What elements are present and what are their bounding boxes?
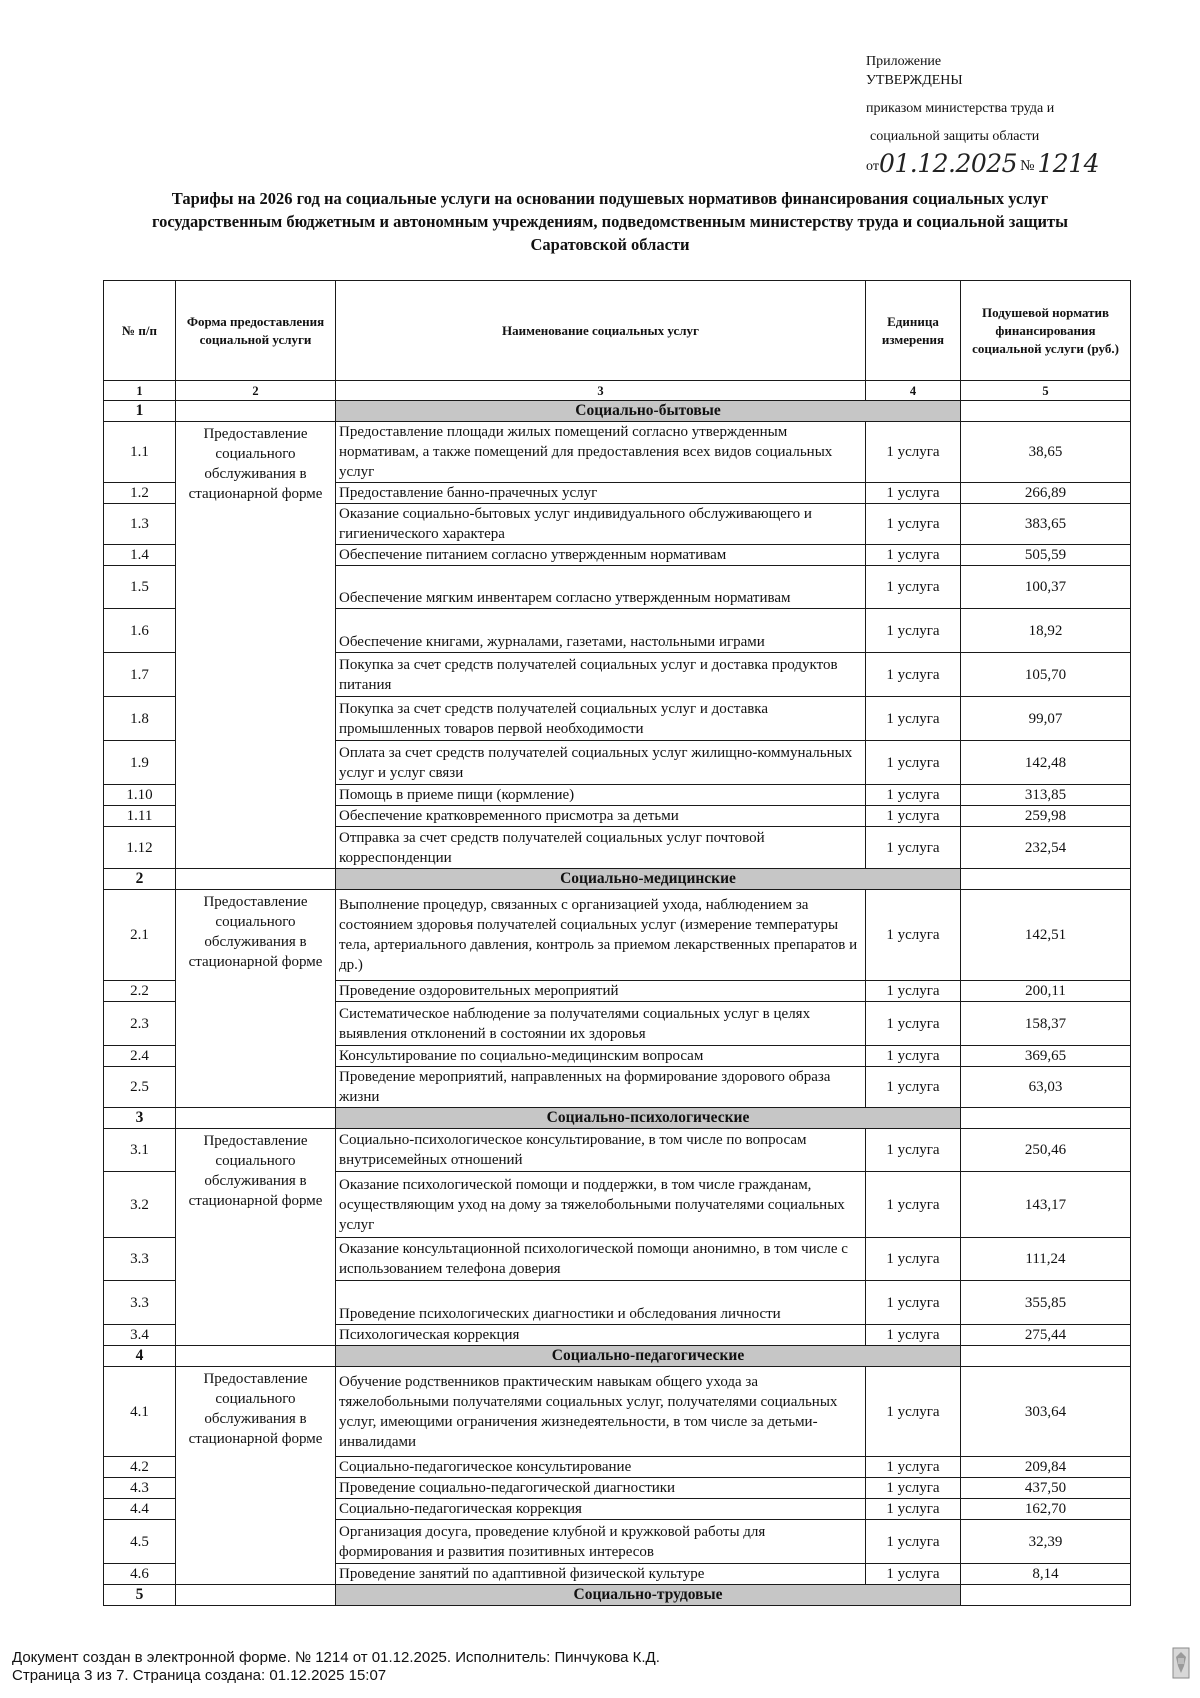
row-number: 1.9 xyxy=(104,741,176,785)
unit: 1 услуга xyxy=(866,785,961,806)
section-spacer xyxy=(176,869,336,890)
section-title: Социально-трудовые xyxy=(336,1585,961,1606)
section-title: Социально-бытовые xyxy=(336,401,961,422)
normative-value: 32,39 xyxy=(961,1520,1131,1564)
unit: 1 услуга xyxy=(866,1478,961,1499)
header-number: № п/п xyxy=(104,281,176,381)
service-name: Обучение родственников практическим навыкам общего ухода за тяжелобольными получателями социальных услуг, получателями социальных услуг, имеющими ограничения жизнедеятельности, в том числе за детьми-инвалидами xyxy=(336,1367,866,1457)
normative-value: 8,14 xyxy=(961,1564,1131,1585)
section-spacer xyxy=(176,1585,336,1606)
from-prefix: от xyxy=(866,159,879,174)
unit: 1 услуга xyxy=(866,1067,961,1108)
service-name: Обеспечение мягким инвентарем согласно утвержденным нормативам xyxy=(336,566,866,609)
section-spacer xyxy=(176,1346,336,1367)
section-spacer xyxy=(961,401,1131,422)
normative-value: 99,07 xyxy=(961,697,1131,741)
normative-value: 275,44 xyxy=(961,1325,1131,1346)
unit: 1 услуга xyxy=(866,1002,961,1046)
unit: 1 услуга xyxy=(866,545,961,566)
normative-value: 142,48 xyxy=(961,741,1131,785)
unit: 1 услуга xyxy=(866,609,961,653)
service-name: Обеспечение книгами, журналами, газетами, настольными играми xyxy=(336,609,866,653)
unit: 1 услуга xyxy=(866,1281,961,1325)
table-body xyxy=(104,401,1131,1606)
row-number: 1.3 xyxy=(104,504,176,545)
row-number: 1.7 xyxy=(104,653,176,697)
service-name: Социально-педагогическая коррекция xyxy=(336,1499,866,1520)
row-number: 2.4 xyxy=(104,1046,176,1067)
table-row xyxy=(104,1129,1131,1172)
row-number: 4.3 xyxy=(104,1478,176,1499)
normative-value: 142,51 xyxy=(961,890,1131,981)
normative-value: 18,92 xyxy=(961,609,1131,653)
row-number: 4.4 xyxy=(104,1499,176,1520)
service-name: Выполнение процедур, связанных с организацией ухода, наблюдением за состоянием здоровья получателей социальных услуг (измерение температуры тела, артериального давления, контроль за приемом лекарственных препаратов и др.) xyxy=(336,890,866,981)
normative-value: 105,70 xyxy=(961,653,1131,697)
normative-value: 162,70 xyxy=(961,1499,1131,1520)
coat-of-arms-icon xyxy=(1172,1647,1190,1679)
service-name: Проведение мероприятий, направленных на формирование здорового образа жизни xyxy=(336,1067,866,1108)
normative-value: 38,65 xyxy=(961,422,1131,483)
approved-label: УТВЕРЖДЕНЫ xyxy=(866,73,963,88)
section-spacer xyxy=(961,1346,1131,1367)
row-number: 3.1 xyxy=(104,1129,176,1172)
service-name: Психологическая коррекция xyxy=(336,1325,866,1346)
section-spacer xyxy=(961,869,1131,890)
unit: 1 услуга xyxy=(866,1325,961,1346)
service-name: Проведение занятий по адаптивной физической культуре xyxy=(336,1564,866,1585)
table-row xyxy=(104,1367,1131,1457)
unit: 1 услуга xyxy=(866,1457,961,1478)
service-name: Покупка за счет средств получателей социальных услуг и доставка промышленных товаров первой необходимости xyxy=(336,697,866,741)
normative-value: 505,59 xyxy=(961,545,1131,566)
row-number: 2.2 xyxy=(104,981,176,1002)
table-row xyxy=(104,890,1131,981)
handwritten-date: 01.12.2025 xyxy=(878,149,1018,178)
unit: 1 услуга xyxy=(866,1046,961,1067)
service-form: Предоставление социального обслуживания в стационарной форме xyxy=(176,890,336,1108)
section-number: 2 xyxy=(104,869,176,890)
header-form: Форма предоставления социальной услуги xyxy=(176,281,336,381)
normative-value: 63,03 xyxy=(961,1067,1131,1108)
row-number: 4.2 xyxy=(104,1457,176,1478)
appendix-label: Приложение xyxy=(866,54,942,69)
service-name: Оказание социально-бытовых услуг индивидуального обслуживающего и гигиенического характера xyxy=(336,504,866,545)
row-number: 1.2 xyxy=(104,483,176,504)
service-name: Отправка за счет средств получателей социальных услуг почтовой корреспонденции xyxy=(336,827,866,869)
service-name: Проведение социально-педагогической диагностики xyxy=(336,1478,866,1499)
service-name: Проведение психологических диагностики и обследования личности xyxy=(336,1281,866,1325)
approval-authority-line: социальной защиты области xyxy=(870,129,1040,144)
service-name: Обеспечение кратковременного присмотра за детьми xyxy=(336,806,866,827)
number-sign: № xyxy=(1020,158,1035,174)
tariffs-table xyxy=(103,280,1131,1606)
normative-value: 355,85 xyxy=(961,1281,1131,1325)
unit: 1 услуга xyxy=(866,566,961,609)
section-number: 5 xyxy=(104,1585,176,1606)
column-number: 4 xyxy=(866,381,961,401)
normative-value: 437,50 xyxy=(961,1478,1131,1499)
footer xyxy=(12,1649,660,1685)
unit: 1 услуга xyxy=(866,806,961,827)
section-header-row xyxy=(104,1585,1131,1606)
table-row xyxy=(104,422,1131,483)
section-header-row xyxy=(104,1346,1131,1367)
normative-value: 266,89 xyxy=(961,483,1131,504)
row-number: 2.1 xyxy=(104,890,176,981)
row-number: 4.6 xyxy=(104,1564,176,1585)
row-number: 1.1 xyxy=(104,422,176,483)
footer-page-info: Страница 3 из 7. Страница создана: 01.12.2025 15:07 xyxy=(12,1667,387,1684)
row-number: 3.4 xyxy=(104,1325,176,1346)
footer-document-info: Документ создан в электронной форме. № 1214 от 01.12.2025. Исполнитель: Пинчукова К.Д. xyxy=(12,1649,660,1666)
section-number: 3 xyxy=(104,1108,176,1129)
column-number: 3 xyxy=(336,381,866,401)
section-title: Социально-психологические xyxy=(336,1108,961,1129)
unit: 1 услуга xyxy=(866,1367,961,1457)
unit: 1 услуга xyxy=(866,483,961,504)
header-unit: Единица измерения xyxy=(866,281,961,381)
normative-value: 100,37 xyxy=(961,566,1131,609)
row-number: 3.3 xyxy=(104,1238,176,1281)
normative-value: 250,46 xyxy=(961,1129,1131,1172)
normative-value: 209,84 xyxy=(961,1457,1131,1478)
normative-value: 143,17 xyxy=(961,1172,1131,1238)
table-header-row xyxy=(104,281,1131,381)
unit: 1 услуга xyxy=(866,653,961,697)
approval-order-line: приказом министерства труда и xyxy=(866,101,1055,116)
order-date-line xyxy=(866,149,1186,178)
row-number: 2.3 xyxy=(104,1002,176,1046)
unit: 1 услуга xyxy=(866,1238,961,1281)
row-number: 4.1 xyxy=(104,1367,176,1457)
service-name: Покупка за счет средств получателей социальных услуг и доставка продуктов питания xyxy=(336,653,866,697)
column-number: 5 xyxy=(961,381,1131,401)
service-form: Предоставление социального обслуживания в стационарной форме xyxy=(176,1367,336,1585)
unit: 1 услуга xyxy=(866,981,961,1002)
unit: 1 услуга xyxy=(866,504,961,545)
unit: 1 услуга xyxy=(866,1499,961,1520)
normative-value: 383,65 xyxy=(961,504,1131,545)
unit: 1 услуга xyxy=(866,1520,961,1564)
unit: 1 услуга xyxy=(866,890,961,981)
header-service-name: Наименование социальных услуг xyxy=(336,281,866,381)
unit: 1 услуга xyxy=(866,827,961,869)
service-name: Систематическое наблюдение за получателями социальных услуг в целях выявления отклонений в состоянии их здоровья xyxy=(336,1002,866,1046)
service-form: Предоставление социального обслуживания в стационарной форме xyxy=(176,422,336,869)
service-name: Организация досуга, проведение клубной и кружковой работы для формирования и развития позитивных интересов xyxy=(336,1520,866,1564)
service-name: Оказание психологической помощи и поддержки, в том числе гражданам, осуществляющим уход на дому за тяжелобольными получателями социальных услуг xyxy=(336,1172,866,1238)
row-number: 2.5 xyxy=(104,1067,176,1108)
row-number: 1.11 xyxy=(104,806,176,827)
column-number-row xyxy=(104,381,1131,401)
unit: 1 услуга xyxy=(866,697,961,741)
service-name: Социально-психологическое консультирование, в том числе по вопросам внутрисемейных отношений xyxy=(336,1129,866,1172)
service-name: Помощь в приеме пищи (кормление) xyxy=(336,785,866,806)
section-header-row xyxy=(104,869,1131,890)
row-number: 1.12 xyxy=(104,827,176,869)
service-name: Проведение оздоровительных мероприятий xyxy=(336,981,866,1002)
section-number: 4 xyxy=(104,1346,176,1367)
row-number: 3.3 xyxy=(104,1281,176,1325)
column-number: 2 xyxy=(176,381,336,401)
normative-value: 111,24 xyxy=(961,1238,1131,1281)
normative-value: 259,98 xyxy=(961,806,1131,827)
unit: 1 услуга xyxy=(866,1172,961,1238)
row-number: 3.2 xyxy=(104,1172,176,1238)
appendix-block xyxy=(866,52,1186,176)
column-number: 1 xyxy=(104,381,176,401)
section-header-row xyxy=(104,1108,1131,1129)
unit: 1 услуга xyxy=(866,1129,961,1172)
row-number: 1.5 xyxy=(104,566,176,609)
unit: 1 услуга xyxy=(866,1564,961,1585)
service-name: Обеспечение питанием согласно утвержденным нормативам xyxy=(336,545,866,566)
normative-value: 200,11 xyxy=(961,981,1131,1002)
section-header-row xyxy=(104,401,1131,422)
normative-value: 232,54 xyxy=(961,827,1131,869)
section-spacer xyxy=(961,1585,1131,1606)
service-form: Предоставление социального обслуживания в стационарной форме xyxy=(176,1129,336,1346)
service-name: Оказание консультационной психологической помощи анонимно, в том числе с использованием телефона доверия xyxy=(336,1238,866,1281)
section-spacer xyxy=(176,401,336,422)
row-number: 1.6 xyxy=(104,609,176,653)
row-number: 1.4 xyxy=(104,545,176,566)
document-title: Тарифы на 2026 год на социальные услуги на основании подушевых нормативов финансирования социальных услуг государственным бюджетным и автономным учреждениям, подведомственным министерству труда и социальной защиты Саратовской области xyxy=(151,189,1069,254)
row-number: 1.8 xyxy=(104,697,176,741)
normative-value: 158,37 xyxy=(961,1002,1131,1046)
row-number: 4.5 xyxy=(104,1520,176,1564)
service-name: Консультирование по социально-медицинским вопросам xyxy=(336,1046,866,1067)
header-normative: Подушевой норматив финансирования социальной услуги (руб.) xyxy=(961,281,1131,381)
normative-value: 313,85 xyxy=(961,785,1131,806)
normative-value: 303,64 xyxy=(961,1367,1131,1457)
row-number: 1.10 xyxy=(104,785,176,806)
unit: 1 услуга xyxy=(866,741,961,785)
service-name: Оплата за счет средств получателей социальных услуг жилищно-коммунальных услуг и услуг связи xyxy=(336,741,866,785)
section-spacer xyxy=(176,1108,336,1129)
normative-value: 369,65 xyxy=(961,1046,1131,1067)
section-title: Социально-педагогические xyxy=(336,1346,961,1367)
section-title: Социально-медицинские xyxy=(336,869,961,890)
service-name: Предоставление площади жилых помещений согласно утвержденным нормативам, а также помещений для предоставления всех видов социальных услуг xyxy=(336,422,866,483)
service-name: Социально-педагогическое консультирование xyxy=(336,1457,866,1478)
unit: 1 услуга xyxy=(866,422,961,483)
service-name: Предоставление банно-прачечных услуг xyxy=(336,483,866,504)
section-number: 1 xyxy=(104,401,176,422)
section-spacer xyxy=(961,1108,1131,1129)
handwritten-order-number: 1214 xyxy=(1037,149,1100,178)
